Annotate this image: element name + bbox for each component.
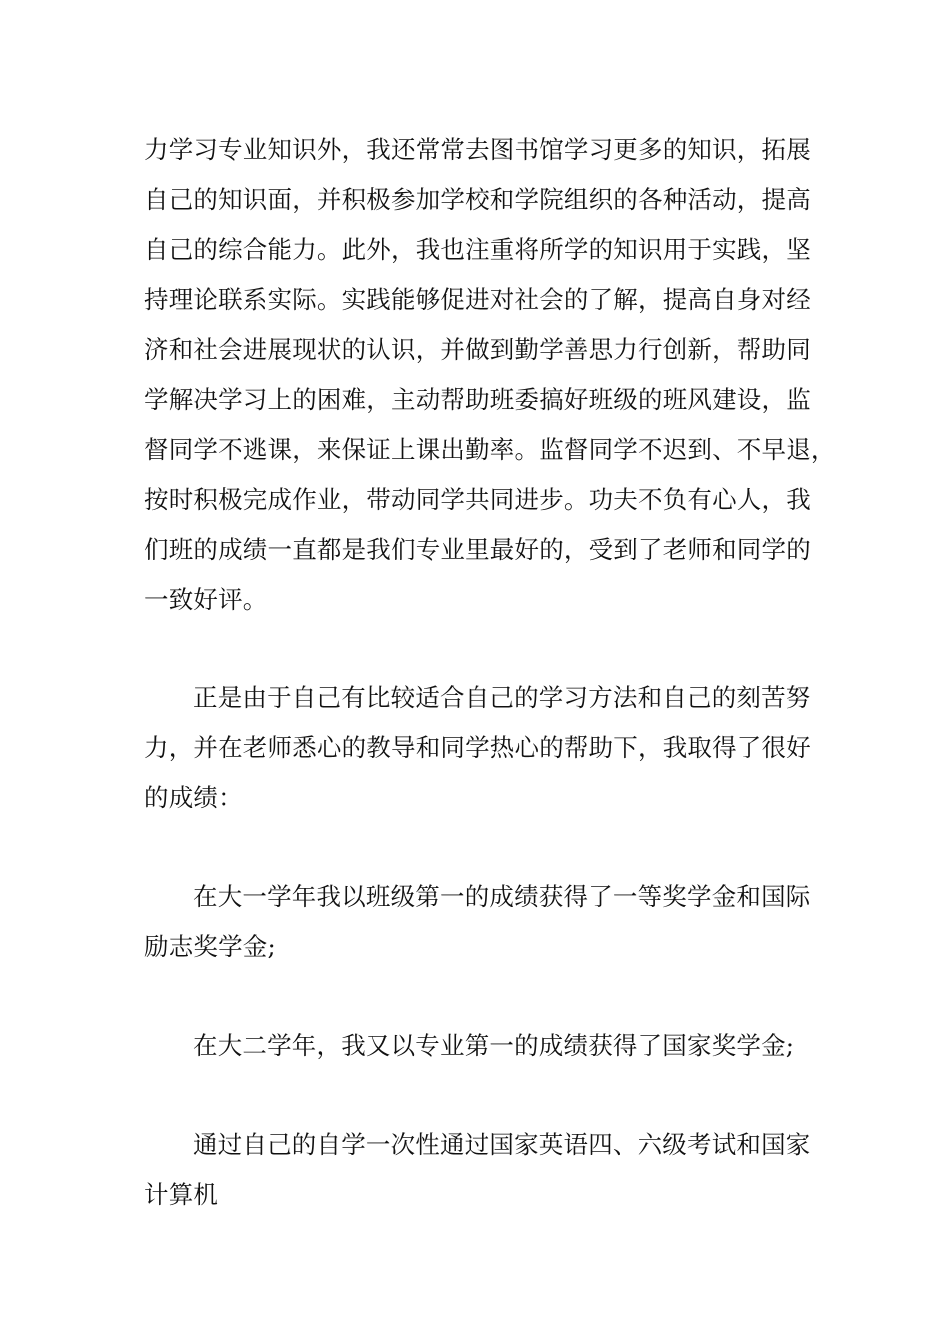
text-line: 的成绩： <box>144 783 243 812</box>
paragraph-first-year <box>144 872 824 972</box>
text-line: 力，并在老师悉心的教导和同学热心的帮助下，我取得了很好 <box>144 733 811 762</box>
paragraph-achievements-intro <box>144 673 824 823</box>
text-line: 按时积极完成作业，带动同学共同进步。功夫不负有心人，我 <box>144 485 811 514</box>
text-line: 济和社会进展现状的认识，并做到勤学善思力行创新，帮助同 <box>144 335 811 364</box>
text-line: 计算机 <box>144 1180 219 1209</box>
paragraph-exams <box>144 1120 824 1220</box>
paragraph-study-practice <box>144 125 836 625</box>
text-line: 正是由于自己有比较适合自己的学习方法和自己的刻苦努 <box>193 683 811 712</box>
paragraph-second-year <box>144 1021 824 1071</box>
text-line: 自己的知识面，并积极参加学校和学院组织的各种活动，提高 <box>144 185 811 214</box>
text-line: 一致好评。 <box>144 585 268 614</box>
text-line: 持理论联系实际。实践能够促进对社会的了解，提高自身对经 <box>144 285 811 314</box>
text-line: 通过自己的自学一次性通过国家英语四、六级考试和国家 <box>193 1130 811 1159</box>
text-line: 励志奖学金; <box>144 932 276 961</box>
text-line: 在大二学年，我又以专业第一的成绩获得了国家奖学金; <box>193 1031 795 1060</box>
text-line: 们班的成绩一直都是我们专业里最好的，受到了老师和同学的 <box>144 535 811 564</box>
text-line: 在大一学年我以班级第一的成绩获得了一等奖学金和国际 <box>193 882 811 911</box>
text-line: 督同学不逃课，来保证上课出勤率。监督同学不迟到、不早退， <box>144 435 836 464</box>
text-line: 力学习专业知识外，我还常常去图书馆学习更多的知识，拓展 <box>144 135 811 164</box>
text-line: 学解决学习上的困难，主动帮助班委搞好班级的班风建设，监 <box>144 385 811 414</box>
text-line: 自己的综合能力。此外，我也注重将所学的知识用于实践，坚 <box>144 235 811 264</box>
